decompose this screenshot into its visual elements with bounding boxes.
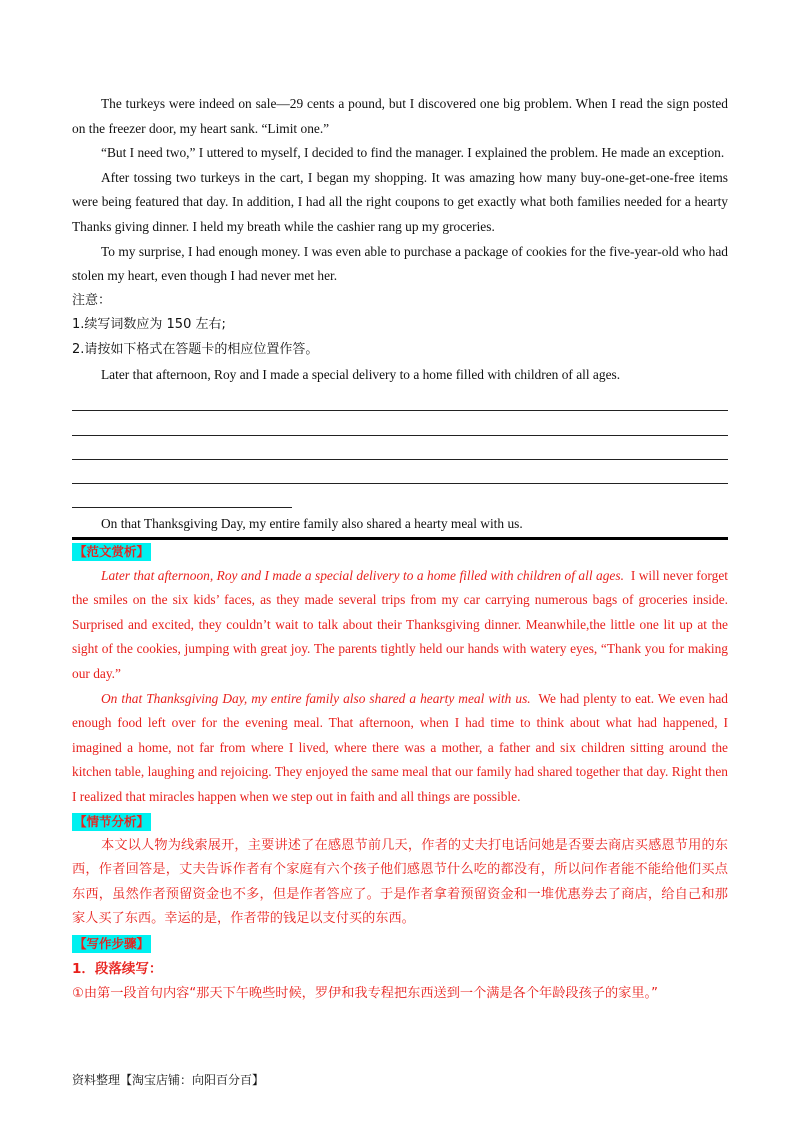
step-1-heading: 1．段落续写： [72, 960, 163, 977]
analysis-text: 本文以人物为线索展开，主要讲述了在感恩节前几天，作者的丈夫打电话问她是否要去商店买感恩节用的东西，作者回答是，丈夫告诉作者有个家庭有六个孩子他们感恩节什么吃的都没有，所以问作者能不能给他们买点东西，虽然作者预留资金也不多，但是作者答应了。于是作者拿着预留资金和一堆优惠券去了商店，给自己和那家人买了东西。幸运的是，作者带的钱足以支付买的东西。 [72, 837, 728, 927]
notes-item-1: 1.续写词数应为 150 左右; [72, 317, 226, 333]
analysis-label: 【情节分析】 [74, 813, 150, 829]
notes-item-2: 2.请按如下格式在答题卡的相应位置作答。 [72, 341, 319, 357]
model-paragraph-2-body: We had plenty to eat. We even had enough food left over for the evening meal. That afternoon, when I had time to think about what had happened, I imagined a home, not far from where I lived, where there was a mother, a father and six children sitting around the kitchen table, laughing and rejoicing. They enjoyed the same meal that our family had shared together that day. Right then I realized that miracles happen when we step out in faith and all things are possible. [72, 690, 728, 804]
story-paragraph-2: “But I need two,” I uttered to myself, I decided to find the manager. I explained the problem. He made an exception. [101, 145, 725, 161]
answer-lines [72, 387, 728, 508]
steps-section [72, 932, 728, 1007]
model-paragraph-1-lead: Later that afternoon, Roy and I made a special delivery to a home filled with children of all ages. [101, 567, 624, 583]
story-paragraph-1: The turkeys were indeed on sale—29 cents a pound, but I discovered one big problem. When I read the sign posted on the freezer door, my heart sank. “Limit one.” [72, 96, 728, 136]
story-paragraph-3: After tossing two turkeys in the cart, I began my shopping. It was amazing how many buy-one-get-one-free items were being featured that day. In addition, I had all the right coupons to get exactly what both families needed for a hearty Thanks giving dinner. I held my breath while the cashier rang up my groceries. [72, 169, 728, 234]
answer-line [72, 411, 728, 435]
analysis-section [72, 810, 728, 932]
prompt-paragraph-1: Later that afternoon, Roy and I made a special delivery to a home filled with children of all ages. [101, 366, 621, 382]
document-page [72, 0, 728, 1007]
answer-line [72, 387, 728, 411]
model-paragraph-1-body: I will never forget the smiles on the six kids’ faces, as they made several trips from my car carrying numerous bags of groceries inside. Surprised and excited, they couldn’t wait to talk about their Thanksgiving dinner. Meanwhile,the little one lit up at the sight of the cookies, jumping with great joy. The parents tightly held our hands with watery eyes, “Thank you for making our day.” [72, 567, 728, 682]
step-1-item: ①由第一段首句内容“那天下午晚些时候，罗伊和我专程把东西送到一个满是各个年龄段孩子的家里。” [72, 985, 658, 1001]
answer-line [72, 460, 728, 484]
prompt-paragraph-2: On that Thanksgiving Day, my entire family also shared a hearty meal with us. [72, 512, 728, 540]
steps-label: 【写作步骤】 [74, 935, 150, 951]
answer-line [72, 436, 728, 460]
model-section [72, 540, 728, 810]
model-label: 【范文赏析】 [74, 543, 150, 559]
model-paragraph-1 [72, 564, 728, 687]
story-paragraph-4: To my surprise, I had enough money. I was even able to purchase a package of cookies for the five-year-old who had stolen my heart, even though I had never met her. [72, 243, 728, 284]
model-paragraph-2-lead: On that Thanksgiving Day, my entire family also shared a hearty meal with us. [101, 690, 531, 706]
model-paragraph-2 [72, 687, 728, 810]
notes-heading: 注意： [72, 292, 112, 308]
page-footer: 资料整理【淘宝店铺：向阳百分百】 [72, 1073, 265, 1087]
answer-line-short [72, 484, 292, 508]
